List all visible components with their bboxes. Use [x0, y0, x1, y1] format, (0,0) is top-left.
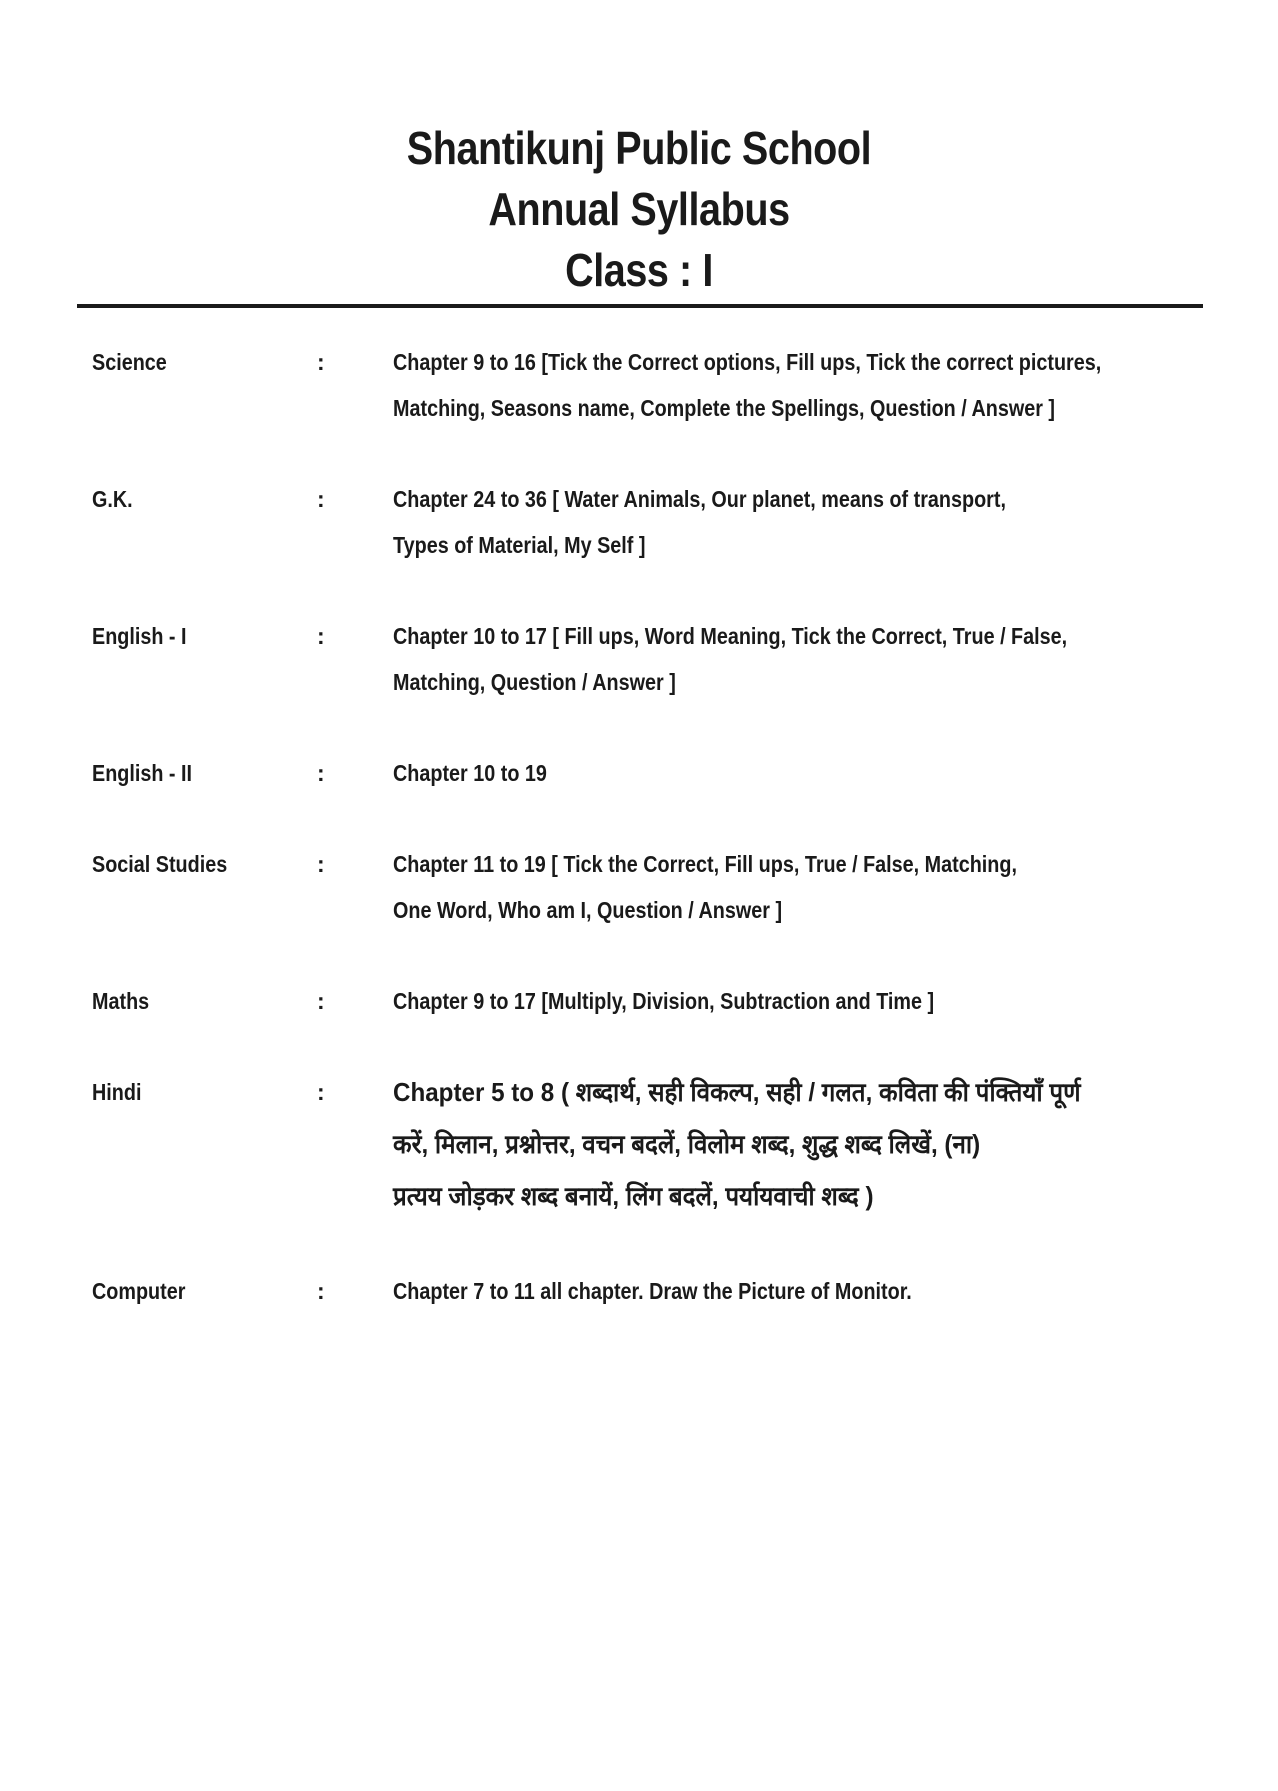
syllabus-line: प्रत्यय जोड़कर शब्द बनायें, लिंग बदलें, पर्यायवाची शब्द ) — [393, 1181, 874, 1211]
subject-name: G.K. — [92, 486, 133, 512]
separator-colon: : — [317, 851, 325, 877]
syllabus-line: One Word, Who am I, Question / Answer ] — [393, 897, 783, 923]
syllabus-line: Chapter 5 to 8 ( शब्दार्थ, सही विकल्प, सही / गलत, कविता की पंक्तियाँ पूर्ण — [393, 1077, 1081, 1107]
syllabus-line: Matching, Question / Answer ] — [393, 669, 676, 695]
syllabus-line: Matching, Seasons name, Complete the Spellings, Question / Answer ] — [393, 395, 1056, 421]
subject-syllabus — [393, 841, 1278, 933]
subject-name: English - II — [92, 760, 193, 786]
separator-colon: : — [317, 486, 325, 512]
syllabus-title: Annual Syllabus — [488, 183, 790, 235]
subject-syllabus — [393, 978, 1278, 1024]
header-divider — [77, 304, 1203, 308]
subject-name: English - I — [92, 623, 187, 649]
subject-syllabus — [393, 339, 1278, 431]
syllabus-line: Chapter 10 to 19 — [393, 760, 547, 786]
separator-colon: : — [317, 988, 325, 1014]
page-header — [0, 118, 1278, 301]
syllabus-line: करें, मिलान, प्रश्नोत्तर, वचन बदलें, विलोम शब्द, शुद्ध शब्द लिखें, (ना) — [393, 1129, 981, 1159]
subject-syllabus — [393, 613, 1278, 705]
syllabus-line: Chapter 24 to 36 [ Water Animals, Our planet, means of transport, — [393, 486, 1006, 512]
class-label: Class : I — [565, 244, 713, 296]
subject-syllabus — [393, 750, 1278, 796]
subject-name: Science — [92, 349, 167, 375]
syllabus-line: Types of Material, My Self ] — [393, 532, 646, 558]
subject-name: Hindi — [92, 1079, 142, 1105]
separator-colon: : — [317, 1278, 325, 1304]
separator-colon: : — [317, 760, 325, 786]
separator-colon: : — [317, 1079, 325, 1105]
subject-name: Maths — [92, 988, 150, 1014]
subject-syllabus — [393, 1268, 1278, 1314]
subject-name: Social Studies — [92, 851, 228, 877]
subject-syllabus — [393, 1066, 1278, 1222]
syllabus-line: Chapter 10 to 17 [ Fill ups, Word Meaning, Tick the Correct, True / False, — [393, 623, 1068, 649]
subject-name: Computer — [92, 1278, 186, 1304]
subject-syllabus — [393, 476, 1278, 568]
school-name: Shantikunj Public School — [406, 122, 872, 174]
syllabus-line: Chapter 11 to 19 [ Tick the Correct, Fill ups, True / False, Matching, — [393, 851, 1017, 877]
separator-colon: : — [317, 349, 325, 375]
syllabus-line: Chapter 9 to 16 [Tick the Correct options, Fill ups, Tick the correct pictures, — [393, 349, 1102, 375]
separator-colon: : — [317, 623, 325, 649]
syllabus-line: Chapter 7 to 11 all chapter. Draw the Picture of Monitor. — [393, 1278, 912, 1304]
syllabus-line: Chapter 9 to 17 [Multiply, Division, Subtraction and Time ] — [393, 988, 935, 1014]
